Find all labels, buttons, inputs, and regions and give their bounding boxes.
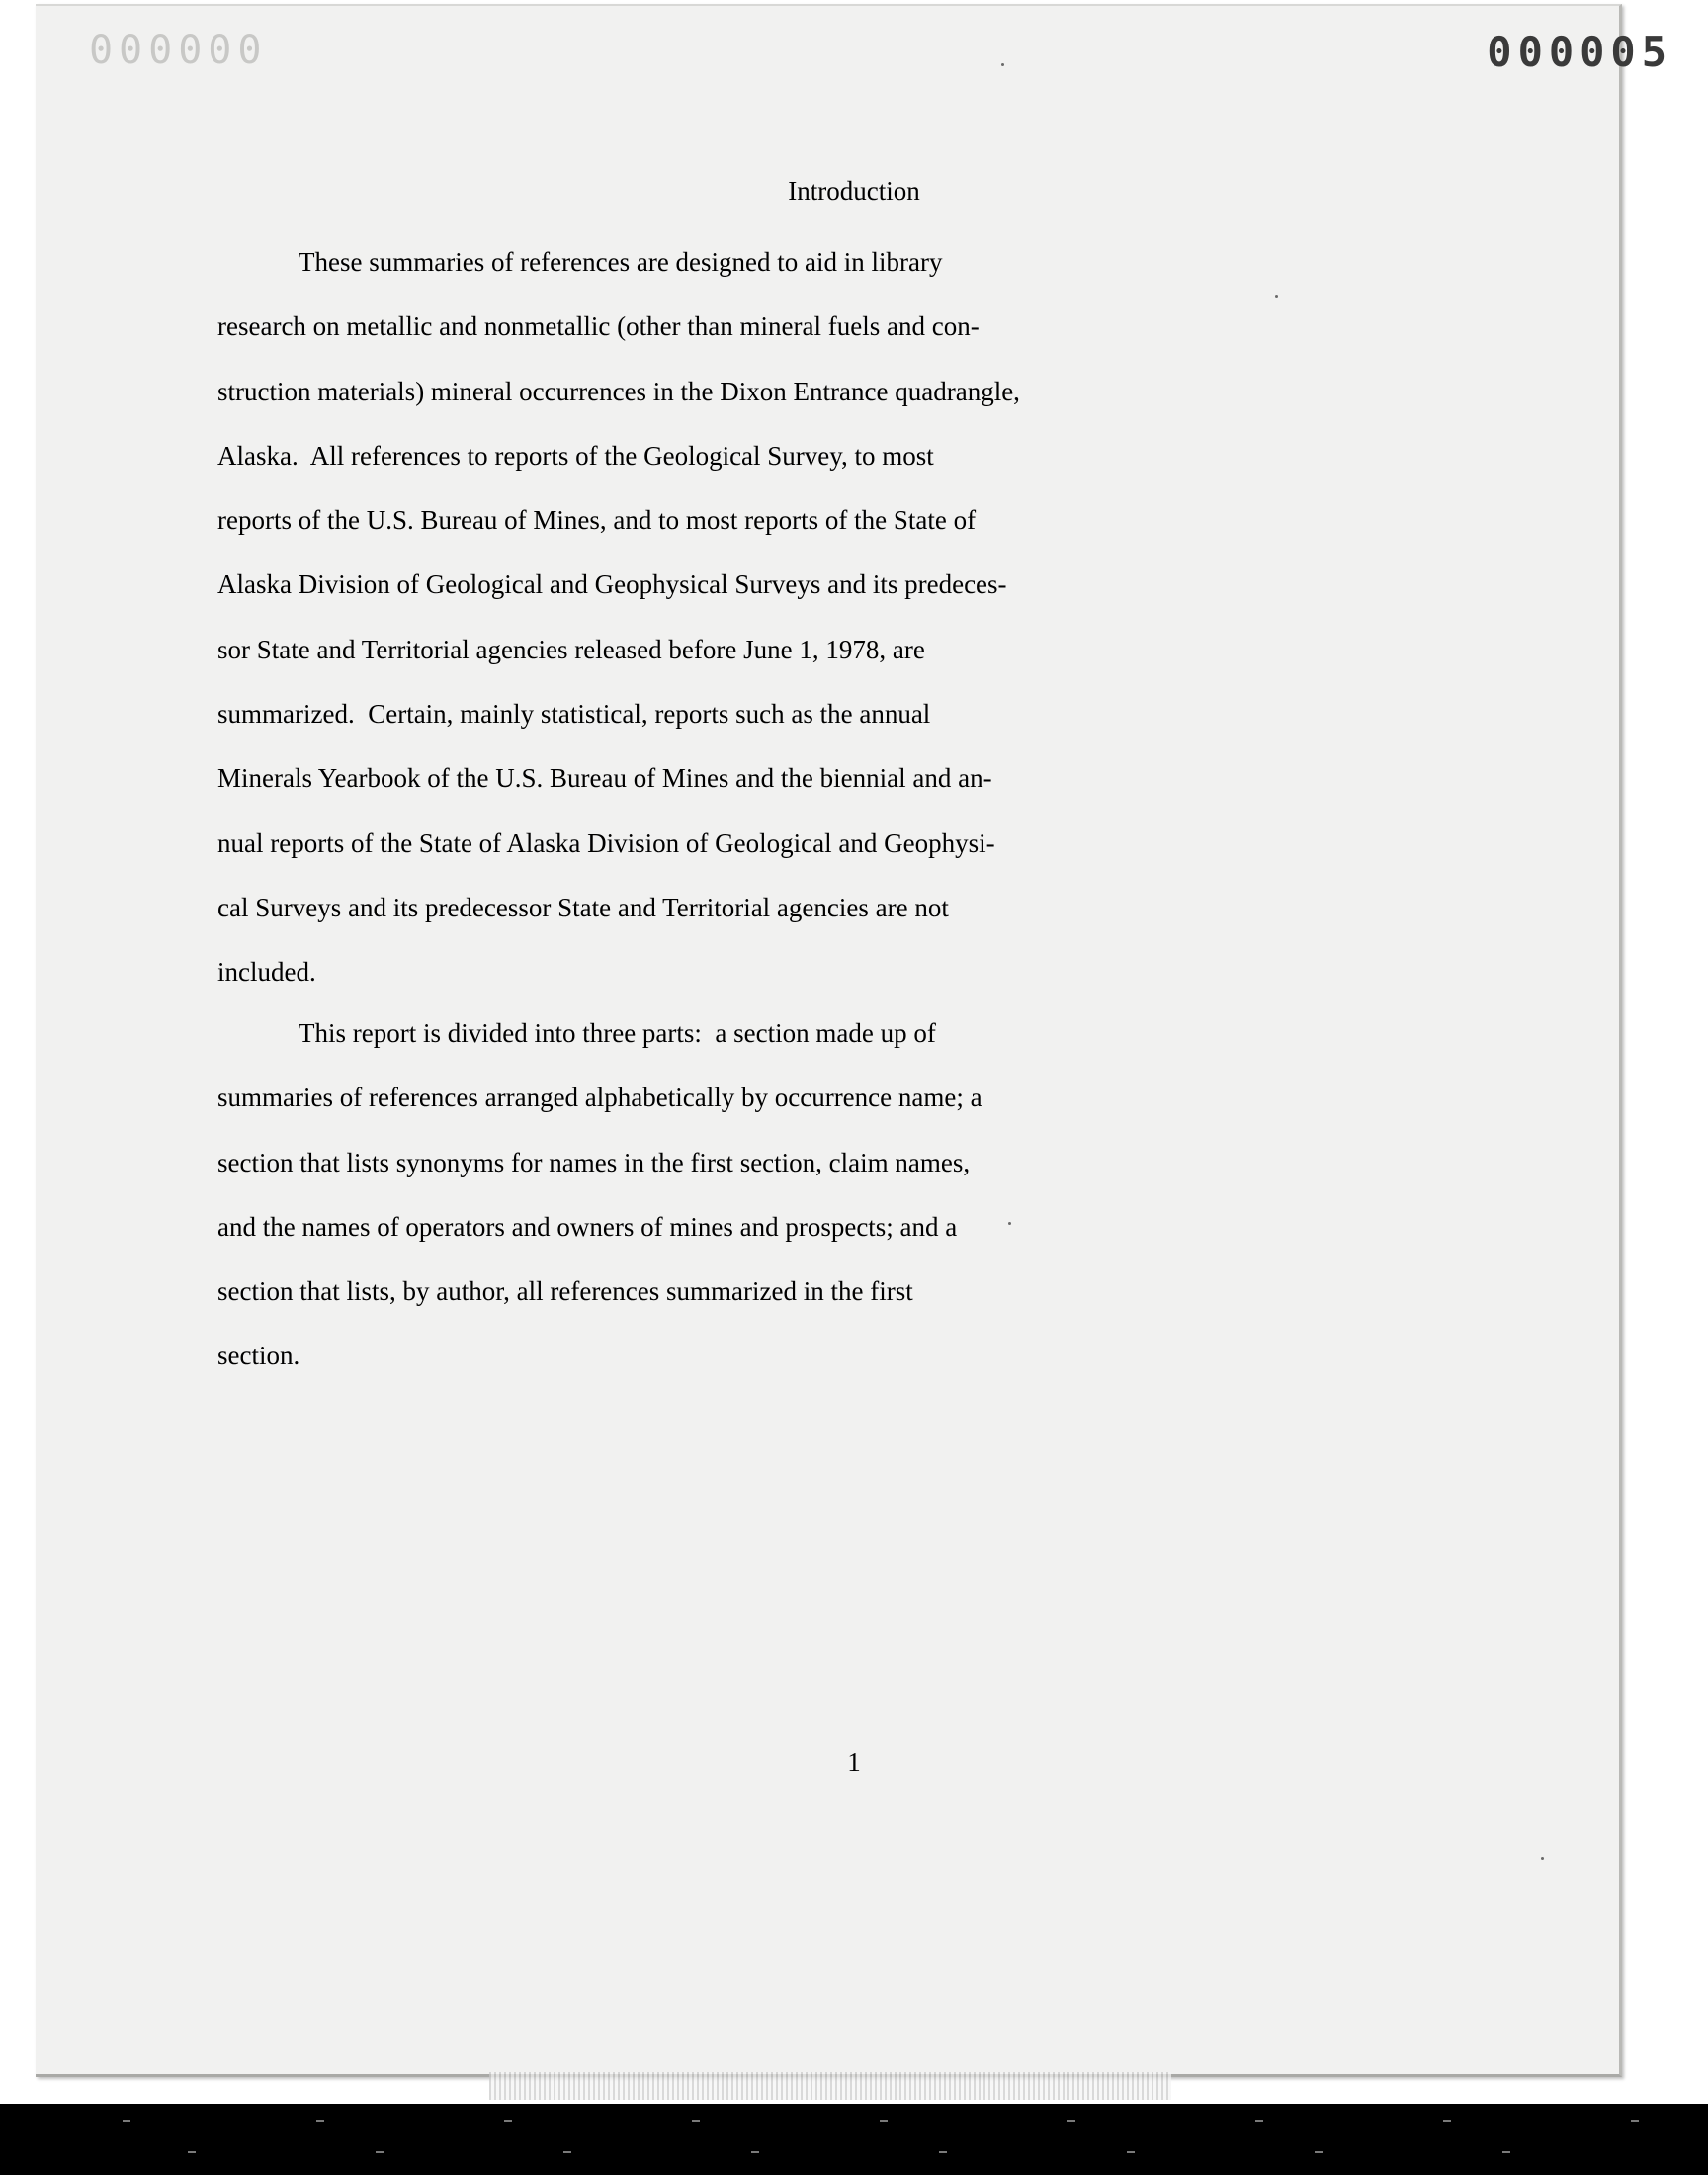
- band-dash: [1255, 2120, 1263, 2122]
- intro-paragraph-1: [217, 230, 1512, 1005]
- band-dash: [376, 2151, 384, 2153]
- scan-speck: [1008, 1222, 1011, 1225]
- intro-paragraph-2: [217, 1001, 1512, 1389]
- text-line: nual reports of the State of Alaska Division of Geological and Geophysi-: [217, 827, 995, 858]
- text-line: summaries of references arranged alphabetically by occurrence name; a: [217, 1083, 982, 1113]
- scan-speck: [1275, 295, 1278, 298]
- page-title: Introduction: [788, 176, 920, 206]
- text-line: research on metallic and nonmetallic (other than mineral fuels and con-: [217, 311, 980, 342]
- band-dash: [880, 2120, 888, 2122]
- band-dash: [1443, 2120, 1451, 2122]
- band-dash: [939, 2151, 947, 2153]
- band-dash: [1631, 2120, 1639, 2122]
- scanner-edge-streak: [489, 2072, 1171, 2100]
- band-dash: [692, 2120, 700, 2122]
- scan-speck: [1001, 63, 1004, 66]
- band-dash: [1502, 2151, 1510, 2153]
- text-line: and the names of operators and owners of mines and prospects; and a: [217, 1211, 958, 1242]
- document-number-stamp: 000005: [1487, 28, 1672, 76]
- band-dash: [123, 2120, 130, 2122]
- bleed-through-stamp: 000000: [83, 28, 262, 73]
- scanner-border: [0, 2104, 1708, 2175]
- band-dash: [563, 2151, 571, 2153]
- text-line: section that lists synonyms for names in the first section, claim names,: [217, 1147, 971, 1177]
- text-line: Minerals Yearbook of the U.S. Bureau of Mines and the biennial and an-: [217, 763, 992, 794]
- text-line: These summaries of references are designed to aid in library: [299, 247, 943, 277]
- text-line: struction materials) mineral occurrences in the Dixon Entrance quadrangle,: [217, 376, 1020, 406]
- text-line: Alaska Division of Geological and Geophysical Surveys and its predeces-: [217, 569, 1007, 600]
- text-line: included.: [217, 957, 316, 988]
- band-dash: [751, 2151, 759, 2153]
- band-dash: [1127, 2151, 1135, 2153]
- text-line: summarized. Certain, mainly statistical, reports such as the annual: [217, 699, 931, 730]
- page-number: 1: [847, 1747, 861, 1777]
- text-line: section.: [217, 1341, 300, 1371]
- text-line: This report is divided into three parts: a section made up of: [299, 1018, 936, 1048]
- text-line: section that lists, by author, all references summarized in the first: [217, 1276, 913, 1307]
- band-dash: [1068, 2120, 1075, 2122]
- text-line: sor State and Territorial agencies released before June 1, 1978, are: [217, 634, 925, 664]
- text-line: Alaska. All references to reports of the Geological Survey, to most: [217, 440, 934, 471]
- band-dash: [1315, 2151, 1323, 2153]
- text-line: reports of the U.S. Bureau of Mines, and to most reports of the State of: [217, 505, 977, 536]
- band-dash: [188, 2151, 196, 2153]
- band-dash: [316, 2120, 324, 2122]
- text-line: cal Surveys and its predecessor State and Territorial agencies are not: [217, 892, 949, 922]
- scan-speck: [1541, 1857, 1544, 1860]
- band-dash: [504, 2120, 512, 2122]
